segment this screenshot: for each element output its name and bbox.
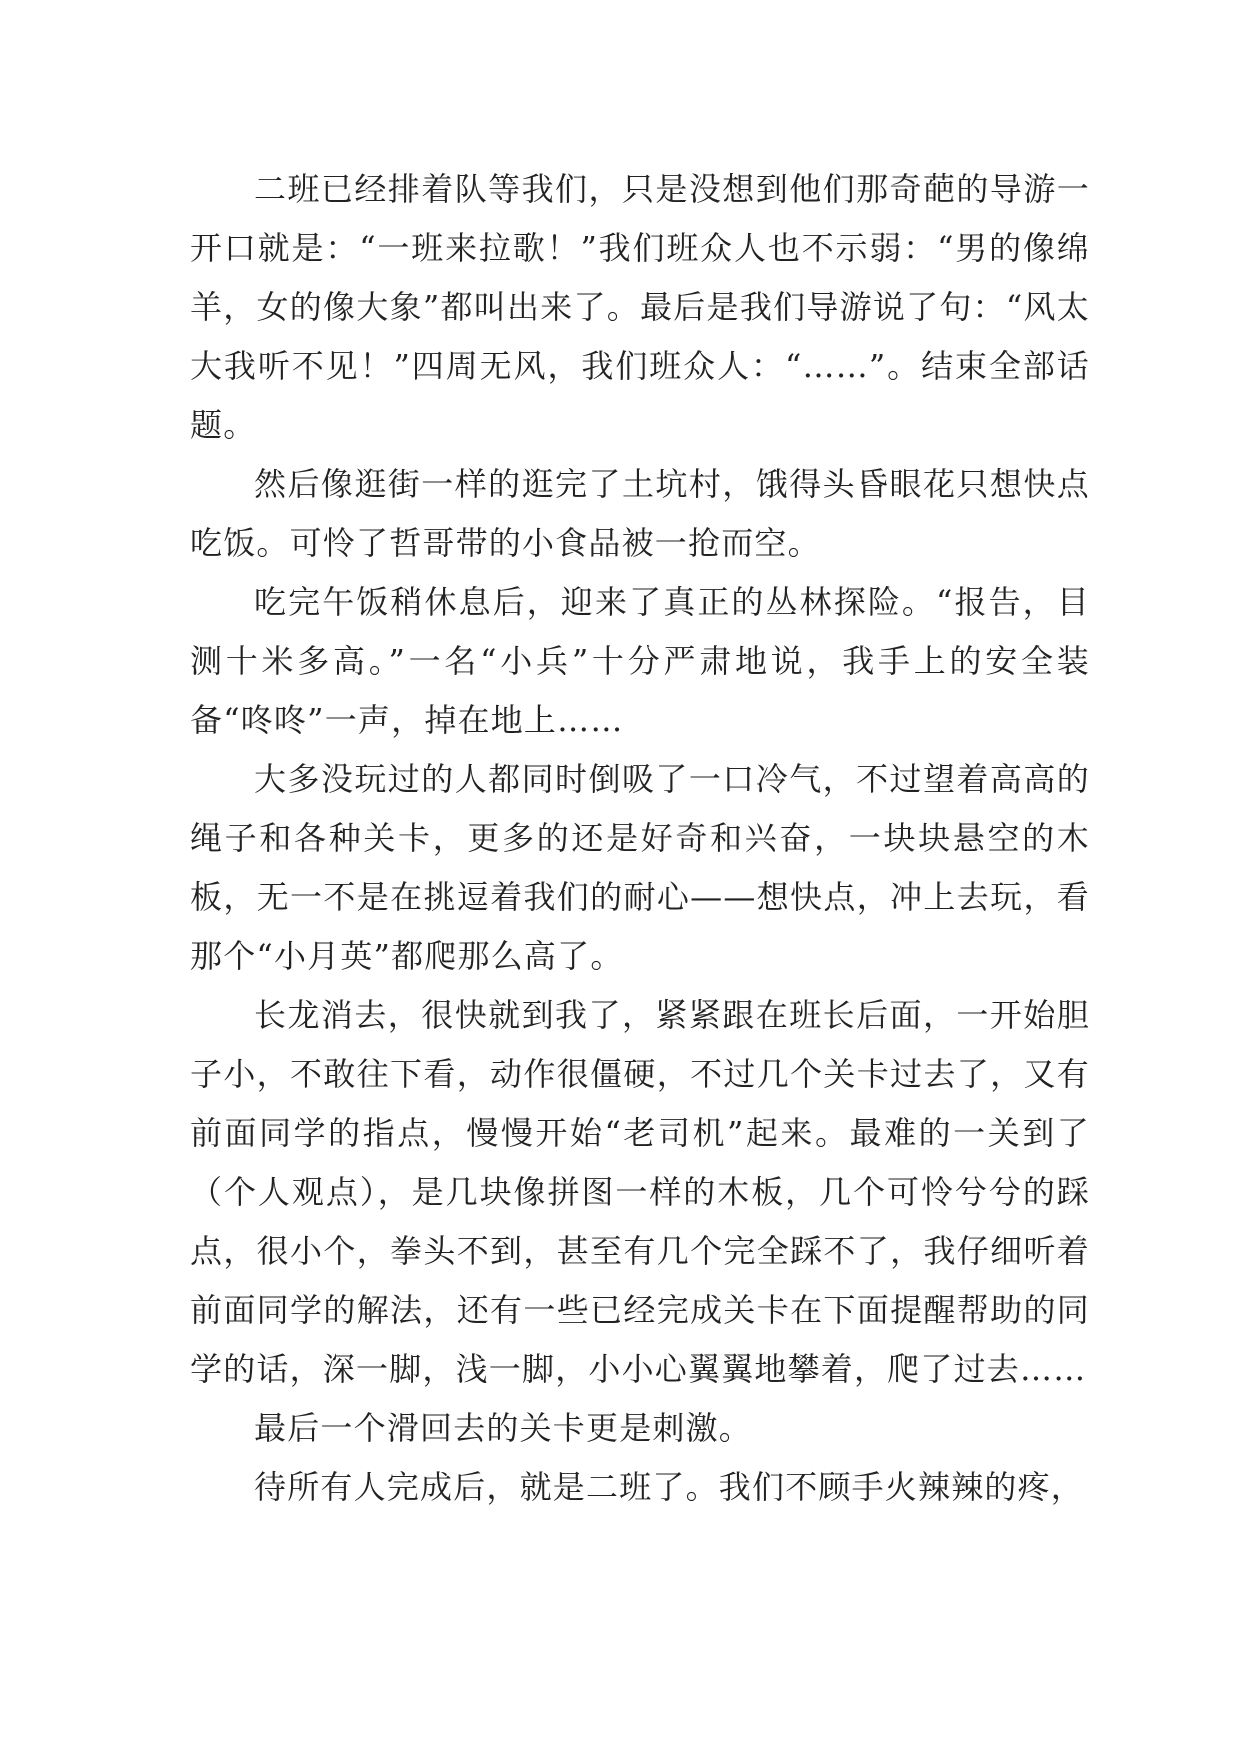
paragraph-2: 然后像逛街一样的逛完了土坑村，饿得头昏眼花只想快点吃饭。可怜了哲哥带的小食品被一抢而空。 [190, 465, 1090, 562]
paragraph-3: 吃完午饭稍休息后，迎来了真正的丛林探险。“报告，目测十米多高。”一名“小兵”十分严肃地说，我手上的安全装备“咚咚”一声，掉在地上…… [190, 583, 1090, 739]
paragraph-4: 大多没玩过的人都同时倒吸了一口冷气，不过望着高高的绳子和各种关卡，更多的还是好奇和兴奋，一块块悬空的木板，无一不是在挑逗着我们的耐心——想快点，冲上去玩，看那个“小月英”都爬那么高了。 [190, 760, 1090, 975]
paragraph-6: 最后一个滑回去的关卡更是刺激。 [254, 1409, 753, 1447]
paragraph-5: 长龙消去，很快就到我了，紧紧跟在班长后面，一开始胆子小，不敢往下看，动作很僵硬，不过几个关卡过去了，又有前面同学的指点，慢慢开始“老司机”起来。最难的一关到了（个人观点），是几块像拼图一样的木板，几个可怜兮兮的踩点，很小个，拳头不到，甚至有几个完全踩不了，我仔细听着前面同学的解法，还有一些已经完成关卡在下面提醒帮助的同学的话，深一脚，浅一脚，小小心翼翼地攀着，爬了过去…… [190, 996, 1090, 1388]
paragraph-7: 待所有人完成后，就是二班了。我们不顾手火辣辣的疼， [254, 1468, 1085, 1506]
paragraph-1: 二班已经排着队等我们，只是没想到他们那奇葩的导游一开口就是：“一班来拉歌！”我们班众人也不示弱：“男的像绵羊，女的像大象”都叫出来了。最后是我们导游说了句：“风太大我听不见！”四周无风，我们班众人：“……”。结束全部话题。 [190, 170, 1090, 444]
document-body [190, 160, 1090, 1517]
